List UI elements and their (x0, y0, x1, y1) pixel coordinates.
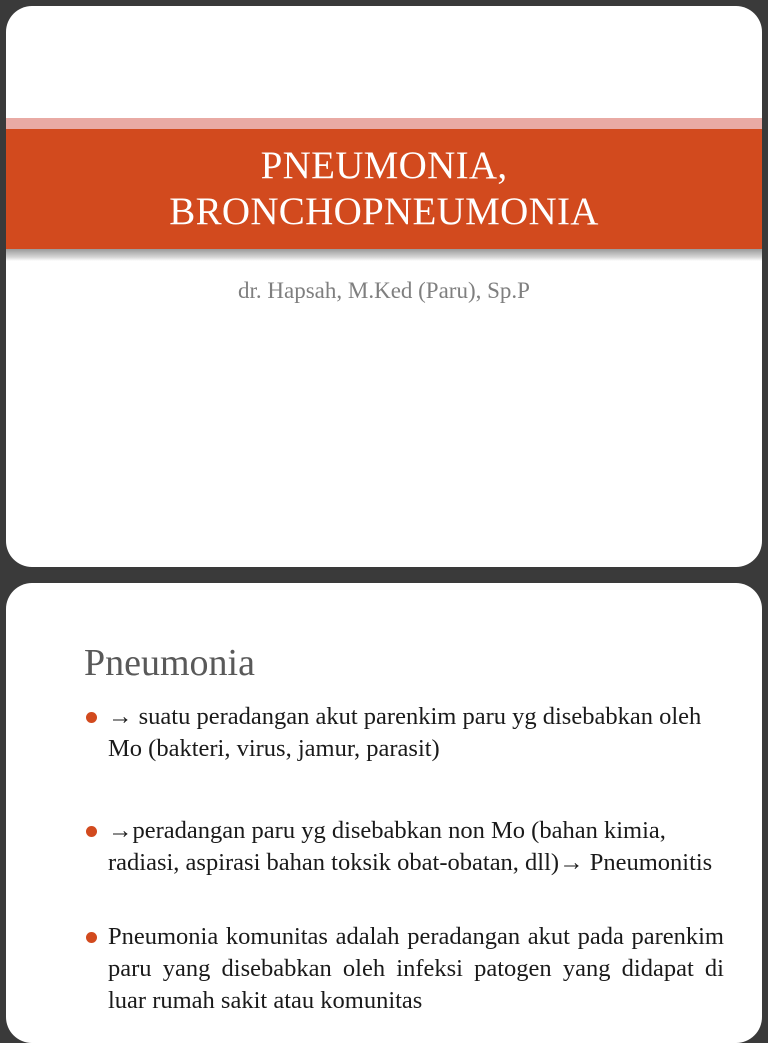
bullet-text: → suatu peradangan akut parenkim paru yg disebabkan oleh Mo (bakteri, virus, jamur, parasit) (108, 703, 702, 762)
slide-title-line-1: PNEUMONIA, (260, 144, 508, 187)
bullet-item (84, 701, 724, 765)
title-band-shadow (6, 249, 762, 261)
slide-subtitle: dr. Hapsah, M.Ked (Paru), Sp.P (238, 278, 530, 303)
slide-title-line-2: BRONCHOPNEUMONIA (169, 190, 599, 233)
bullet-item (84, 815, 724, 879)
content-slide (6, 583, 762, 1043)
slide-heading: Pneumonia (84, 642, 255, 684)
bullet-item (84, 921, 724, 1017)
bullet-dot-icon (86, 932, 97, 943)
bullet-dot-icon (86, 712, 97, 723)
bullet-text: →peradangan paru yg disebabkan non Mo (bahan kimia, radiasi, aspirasi bahan toksik obat-obatan, dll)→ Pneumonitis (108, 817, 713, 876)
bullet-dot-icon (86, 826, 97, 837)
title-slide (6, 6, 762, 567)
title-band (6, 129, 762, 249)
title-band-highlight (6, 118, 762, 129)
bullet-text: Pneumonia komunitas adalah peradangan akut pada parenkim paru yang disebabkan oleh infeksi patogen yang didapat di luar rumah sakit atau komunitas (108, 923, 724, 1014)
